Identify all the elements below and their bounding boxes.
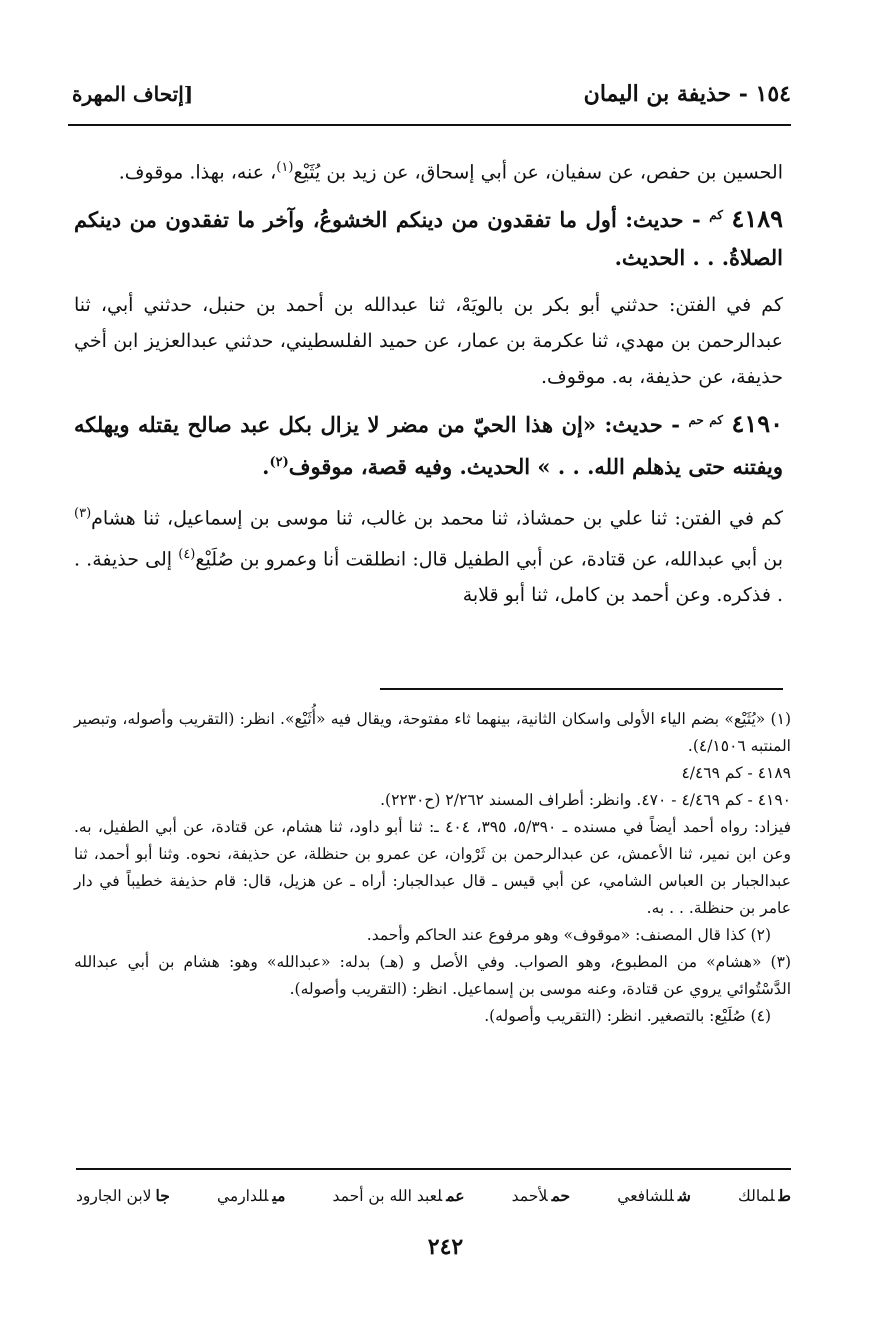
footnote-ref-3: (٣) xyxy=(74,506,92,522)
siglum-label: للدارمي xyxy=(216,1186,269,1205)
siglum-label: لأحمد xyxy=(511,1186,548,1205)
footnote-ref-4: (٤) xyxy=(178,546,196,562)
siglum-abbr: ط xyxy=(778,1185,791,1205)
source-marker: كم xyxy=(709,208,723,223)
sigla-legend xyxy=(76,1180,791,1210)
paragraph-isnad-4189: كم في الفتن: حدثني أبو بكر بن بالويَهْ، ثنا عبدالله بن أحمد بن حنبل، حدثني أبي، ثنا عبدالرحمن بن مهدي، ثنا عكرمة بن عمار، عن حميد الفلسطيني، حدثني عبدالعزيز ابن أخي حذيفة، عن حذيفة، به. موقوف. xyxy=(74,294,783,389)
siglum-abbr: مي xyxy=(272,1185,286,1205)
siglum-abbr: عم xyxy=(446,1185,465,1205)
siglum-label: لعبد الله بن أحمد xyxy=(332,1186,443,1205)
siglum-item xyxy=(512,1186,570,1205)
hadith-number: ٤١٩٠ xyxy=(731,409,783,439)
siglum-abbr: حم xyxy=(551,1185,571,1205)
footnote-2: (٢) كذا قال المصنف: «موقوف» وهو مرفوع عند الحاكم وأحمد. xyxy=(366,926,771,944)
note-4189: ٤١٨٩ - كم ٤/٤٦٩ xyxy=(681,764,791,782)
hadith-text: - حديث: أول ما تفقدون من دينكم الخشوعُ، وآخر ما تفقدون من دينكم الصلاةُ. . . الحديث. xyxy=(74,207,783,271)
paragraph-text: إلى حذيفة. . . فذكره. وعن أحمد بن كامل، ثنا أبو قلابة xyxy=(74,547,783,606)
siglum-item xyxy=(333,1186,465,1205)
siglum-abbr: ش xyxy=(677,1185,691,1205)
hadith-4189 xyxy=(74,196,783,277)
siglum-abbr: جا xyxy=(155,1185,170,1205)
siglum-label: للشافعي xyxy=(617,1186,674,1205)
paragraph-text: الحسين بن حفص، عن سفيان، عن أبي إسحاق، عن زيد بن يُثَيْع xyxy=(293,161,783,184)
note-4190: ٤١٩٠ - كم ٤/٤٦٩ - ٤٧٠. وانظر: أطراف المسند ٢/٢٦٢ (ح٢٢٣٠). xyxy=(380,791,791,809)
source-marker: كم حم xyxy=(688,413,723,428)
running-title: ١٥٤ - حذيفة بن اليمان xyxy=(583,81,791,107)
footnote-3: (٣) «هشام» من المطبوع، وهو الصواب. وفي الأصل و (هـ) بدله: «عبدالله» وهو: هشام بن أبي عبدالله الدَّسْتُوائي يروي عن قتادة، وعنه موسى بن إسماعيل. انظر: (التقريب وأصوله). xyxy=(74,953,791,998)
paragraph-isnad-4190 xyxy=(74,496,783,613)
main-text xyxy=(74,150,783,619)
hadith-text: - حديث: «إن هذا الحيّ من مضر لا يزال بكل عبد صالح يقتله ويهلكه ويفتنه حتى يذهلم الله. . . » الحديث. وفيه قصة، موقوف xyxy=(74,412,783,480)
siglum-item xyxy=(217,1186,285,1205)
hadith-number: ٤١٨٩ xyxy=(731,204,783,234)
footnote-1: (١) «يُثَيْع» بضم الياء الأولى واسكان الثانية، بينهما ثاء مفتوحة، ويقال فيه «أُثَيْع». انظر: (التقريب وأصوله، وتبصير المنتبه ٤/١٥٠٦). xyxy=(74,710,791,755)
footnote-4: (٤) صُلَيْع: بالتصغير. انظر: (التقريب وأصوله). xyxy=(484,1007,771,1025)
hadith-text-end: . xyxy=(262,454,270,480)
book-title: [إتحاف المهرة xyxy=(72,82,194,106)
siglum-item xyxy=(617,1186,691,1205)
paragraph-text-end: ، عنه، بهذا. موقوف. xyxy=(118,161,277,184)
footnote-ref-2: (٢) xyxy=(269,455,289,471)
siglum-label: لمالك xyxy=(738,1186,775,1205)
siglum-item xyxy=(76,1186,170,1205)
hadith-4190 xyxy=(74,401,783,486)
note-fayzad: فيزاد: رواه أحمد أيضاً في مسنده ـ ٥/٣٩٠، ٣٩٥، ٤٠٤ ـ: ثنا أبو داود، ثنا هشام، عن قتادة، عن أبي الطفيل، به. وعن ابن نمير، ثنا الأعمش، عن عبدالرحمن بن ثَرْوان، عن عمرو بن حنظلة، عن حذيفة، نحوه. وثنا أبو أحمد، ثنا عبدالجبار بن العباس الشامي، عن أبي قيس ـ قال عبدالجبار: أراه ـ عن هزيل، قال: قام حذيفة خطيباً في دار عامر بن حنظلة. . . به. xyxy=(74,818,792,917)
siglum-label: لابن الجارود xyxy=(76,1186,152,1205)
sigla-rule xyxy=(76,1168,791,1170)
page-number: ٢٤٢ xyxy=(427,1234,464,1260)
paragraph-continuation xyxy=(74,150,783,190)
page-header xyxy=(72,72,791,116)
footnotes xyxy=(74,706,791,1030)
footnote-ref-1: (١) xyxy=(276,160,294,175)
footnote-rule xyxy=(380,688,783,690)
paragraph-text: بن أبي عبدالله، عن قتادة، عن أبي الطفيل قال: انطلقت أنا وعمرو بن صُلَيْع xyxy=(195,547,783,570)
siglum-item xyxy=(738,1186,791,1205)
header-rule xyxy=(68,124,791,126)
paragraph-text: كم في الفتن: ثنا علي بن حمشاذ، ثنا محمد بن غالب، ثنا موسى بن إسماعيل، ثنا هشام xyxy=(91,507,783,530)
